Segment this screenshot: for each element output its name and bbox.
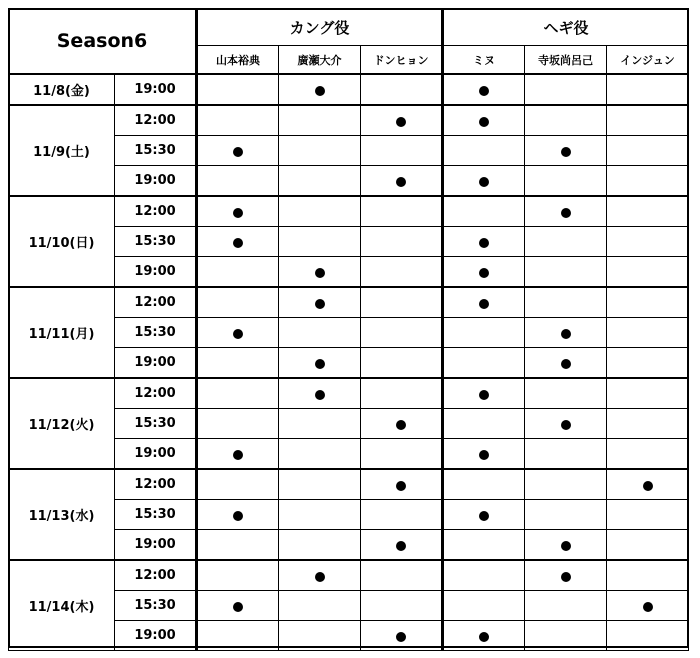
- cast-dot: [396, 420, 406, 430]
- cast-dot: [479, 268, 489, 278]
- cast-cell: [525, 439, 607, 470]
- cast-cell: [361, 74, 443, 105]
- cast-cell: [361, 500, 443, 530]
- cast-cell: [279, 469, 361, 500]
- cast-cell: [197, 136, 279, 166]
- cast-cell: [525, 378, 607, 409]
- cast-cell: [197, 348, 279, 379]
- cast-dot: [315, 359, 325, 369]
- cast-cell: [361, 621, 443, 651]
- schedule-row: [9, 74, 689, 105]
- cast-cell: [197, 74, 279, 105]
- cast-cell: [361, 287, 443, 318]
- cast-cell: [525, 348, 607, 379]
- time-cell: 12:00: [115, 560, 197, 591]
- cast-cell: [361, 318, 443, 348]
- cast-dot: [233, 602, 243, 612]
- cast-dot: [479, 177, 489, 187]
- cast-cell: [607, 257, 689, 288]
- actor-header: 山本裕典: [197, 46, 279, 75]
- cast-dot: [233, 329, 243, 339]
- schedule-row: [9, 378, 689, 409]
- schedule-row: [9, 105, 689, 136]
- cast-cell: [361, 439, 443, 470]
- cast-cell: [443, 530, 525, 561]
- season-title: Season6: [9, 9, 197, 75]
- cast-cell: [279, 591, 361, 621]
- cast-dot: [479, 117, 489, 127]
- cast-cell: [525, 409, 607, 439]
- time-cell: 19:00: [115, 74, 197, 105]
- role-header-kangu: カング役: [197, 9, 443, 46]
- cast-dot: [479, 238, 489, 248]
- cast-cell: [443, 136, 525, 166]
- cast-cell: [443, 348, 525, 379]
- cast-cell: [607, 591, 689, 621]
- cast-cell: [607, 318, 689, 348]
- date-cell: 11/13(水): [9, 469, 115, 560]
- cast-cell: [525, 530, 607, 561]
- cast-dot: [396, 117, 406, 127]
- date-cell: 11/10(日): [9, 196, 115, 287]
- cast-cell: [279, 227, 361, 257]
- date-cell: 11/9(土): [9, 105, 115, 196]
- cast-cell: [361, 530, 443, 561]
- cast-cell: [525, 227, 607, 257]
- cast-dot: [233, 208, 243, 218]
- cast-cell: [443, 409, 525, 439]
- cast-dot: [315, 390, 325, 400]
- cast-cell: [443, 500, 525, 530]
- cast-dot: [315, 299, 325, 309]
- cast-cell: [607, 227, 689, 257]
- cast-cell: [607, 287, 689, 318]
- cast-dot: [315, 268, 325, 278]
- date-cell: 11/12(火): [9, 378, 115, 469]
- cast-cell: [361, 591, 443, 621]
- cast-cell: [443, 74, 525, 105]
- cast-cell: [607, 136, 689, 166]
- cast-cell: [607, 469, 689, 500]
- cast-dot: [561, 147, 571, 157]
- cast-cell: [197, 469, 279, 500]
- cast-cell: [443, 378, 525, 409]
- actor-header: ミヌ: [443, 46, 525, 75]
- schedule-row: [9, 196, 689, 227]
- cast-cell: [525, 469, 607, 500]
- cast-cell: [525, 591, 607, 621]
- cast-cell: [197, 530, 279, 561]
- cast-cell: [279, 621, 361, 651]
- cast-cell: [279, 74, 361, 105]
- cast-dot: [315, 572, 325, 582]
- cast-cell: [443, 227, 525, 257]
- cast-cell: [607, 621, 689, 651]
- cast-cell: [197, 257, 279, 288]
- cast-dot: [643, 481, 653, 491]
- cast-cell: [525, 500, 607, 530]
- cast-cell: [525, 105, 607, 136]
- cast-dot: [396, 481, 406, 491]
- cast-cell: [607, 560, 689, 591]
- cast-cell: [279, 530, 361, 561]
- time-cell: 15:30: [115, 318, 197, 348]
- cast-cell: [197, 196, 279, 227]
- cast-cell: [197, 318, 279, 348]
- cast-cell: [607, 105, 689, 136]
- cast-cell: [525, 621, 607, 651]
- date-cell: 11/8(金): [9, 74, 115, 105]
- cast-cell: [525, 166, 607, 197]
- time-cell: 15:30: [115, 136, 197, 166]
- time-cell: 15:30: [115, 500, 197, 530]
- schedule-body: [9, 74, 689, 651]
- cast-cell: [279, 560, 361, 591]
- date-cell: 11/11(月): [9, 287, 115, 378]
- cast-dot: [479, 299, 489, 309]
- schedule-row: [9, 287, 689, 318]
- cast-cell: [607, 166, 689, 197]
- time-cell: 12:00: [115, 287, 197, 318]
- cast-dot: [315, 86, 325, 96]
- time-cell: 19:00: [115, 621, 197, 651]
- cast-dot: [561, 329, 571, 339]
- cast-dot: [561, 541, 571, 551]
- date-cell: 11/14(木): [9, 560, 115, 651]
- cast-cell: [279, 136, 361, 166]
- role-header-hegi: ヘギ役: [443, 9, 689, 46]
- cast-cell: [279, 287, 361, 318]
- cast-cell: [361, 378, 443, 409]
- cast-dot: [479, 632, 489, 642]
- cast-cell: [361, 196, 443, 227]
- cast-cell: [443, 287, 525, 318]
- cast-cell: [197, 378, 279, 409]
- cast-cell: [361, 560, 443, 591]
- cast-cell: [443, 166, 525, 197]
- cast-cell: [525, 136, 607, 166]
- cast-cell: [443, 196, 525, 227]
- cast-dot: [233, 511, 243, 521]
- cast-dot: [643, 602, 653, 612]
- time-cell: 15:30: [115, 227, 197, 257]
- schedule-row: [9, 469, 689, 500]
- cast-cell: [279, 166, 361, 197]
- cast-cell: [443, 105, 525, 136]
- cast-cell: [607, 348, 689, 379]
- cast-cell: [279, 105, 361, 136]
- cast-cell: [607, 196, 689, 227]
- cast-cell: [525, 560, 607, 591]
- cast-cell: [279, 318, 361, 348]
- cast-cell: [607, 74, 689, 105]
- cast-cell: [197, 287, 279, 318]
- cast-cell: [361, 227, 443, 257]
- cast-cell: [197, 166, 279, 197]
- time-cell: 12:00: [115, 378, 197, 409]
- cast-dot: [561, 208, 571, 218]
- time-cell: 15:30: [115, 409, 197, 439]
- cast-cell: [279, 500, 361, 530]
- cast-dot: [561, 420, 571, 430]
- cast-dot: [479, 511, 489, 521]
- cast-cell: [443, 318, 525, 348]
- cast-dot: [233, 147, 243, 157]
- time-cell: 19:00: [115, 166, 197, 197]
- cast-cell: [361, 166, 443, 197]
- cast-cell: [443, 591, 525, 621]
- cast-cell: [197, 500, 279, 530]
- cast-dot: [396, 541, 406, 551]
- actor-header: 廣瀬大介: [279, 46, 361, 75]
- cast-dot: [479, 450, 489, 460]
- time-cell: 12:00: [115, 196, 197, 227]
- time-cell: 19:00: [115, 530, 197, 561]
- cast-cell: [607, 378, 689, 409]
- cast-cell: [607, 439, 689, 470]
- cast-cell: [443, 257, 525, 288]
- cast-cell: [361, 469, 443, 500]
- cast-cell: [525, 318, 607, 348]
- cast-dot: [396, 632, 406, 642]
- cast-cell: [197, 439, 279, 470]
- cast-dot: [396, 177, 406, 187]
- cast-cell: [197, 621, 279, 651]
- cast-dot: [479, 390, 489, 400]
- cast-cell: [197, 560, 279, 591]
- cast-cell: [525, 74, 607, 105]
- cast-cell: [279, 348, 361, 379]
- cast-cell: [361, 409, 443, 439]
- cast-dot: [233, 238, 243, 248]
- actor-header: 寺坂尚呂己: [525, 46, 607, 75]
- schedule-table: [8, 8, 689, 651]
- cast-cell: [197, 591, 279, 621]
- cast-cell: [525, 196, 607, 227]
- cast-cell: [361, 136, 443, 166]
- cast-cell: [279, 257, 361, 288]
- cast-cell: [443, 469, 525, 500]
- cast-cell: [607, 530, 689, 561]
- cast-cell: [279, 409, 361, 439]
- time-cell: 19:00: [115, 439, 197, 470]
- time-cell: 12:00: [115, 105, 197, 136]
- cast-cell: [197, 227, 279, 257]
- cast-cell: [197, 105, 279, 136]
- time-cell: 15:30: [115, 591, 197, 621]
- cast-dot: [479, 86, 489, 96]
- cast-cell: [361, 257, 443, 288]
- cast-cell: [525, 257, 607, 288]
- cast-cell: [361, 348, 443, 379]
- schedule-row: [9, 560, 689, 591]
- time-cell: 19:00: [115, 257, 197, 288]
- cast-cell: [443, 560, 525, 591]
- cast-cell: [197, 409, 279, 439]
- cast-cell: [443, 439, 525, 470]
- cast-cell: [443, 621, 525, 651]
- cast-dot: [233, 450, 243, 460]
- cast-dot: [561, 572, 571, 582]
- time-cell: 12:00: [115, 469, 197, 500]
- cast-cell: [361, 105, 443, 136]
- cast-cell: [279, 378, 361, 409]
- cast-cell: [607, 409, 689, 439]
- cast-dot: [561, 359, 571, 369]
- cast-cell: [607, 500, 689, 530]
- cast-cell: [279, 196, 361, 227]
- actor-header: ドンヒョン: [361, 46, 443, 75]
- time-cell: 19:00: [115, 348, 197, 379]
- cast-cell: [525, 287, 607, 318]
- actor-header: インジュン: [607, 46, 689, 75]
- cast-cell: [279, 439, 361, 470]
